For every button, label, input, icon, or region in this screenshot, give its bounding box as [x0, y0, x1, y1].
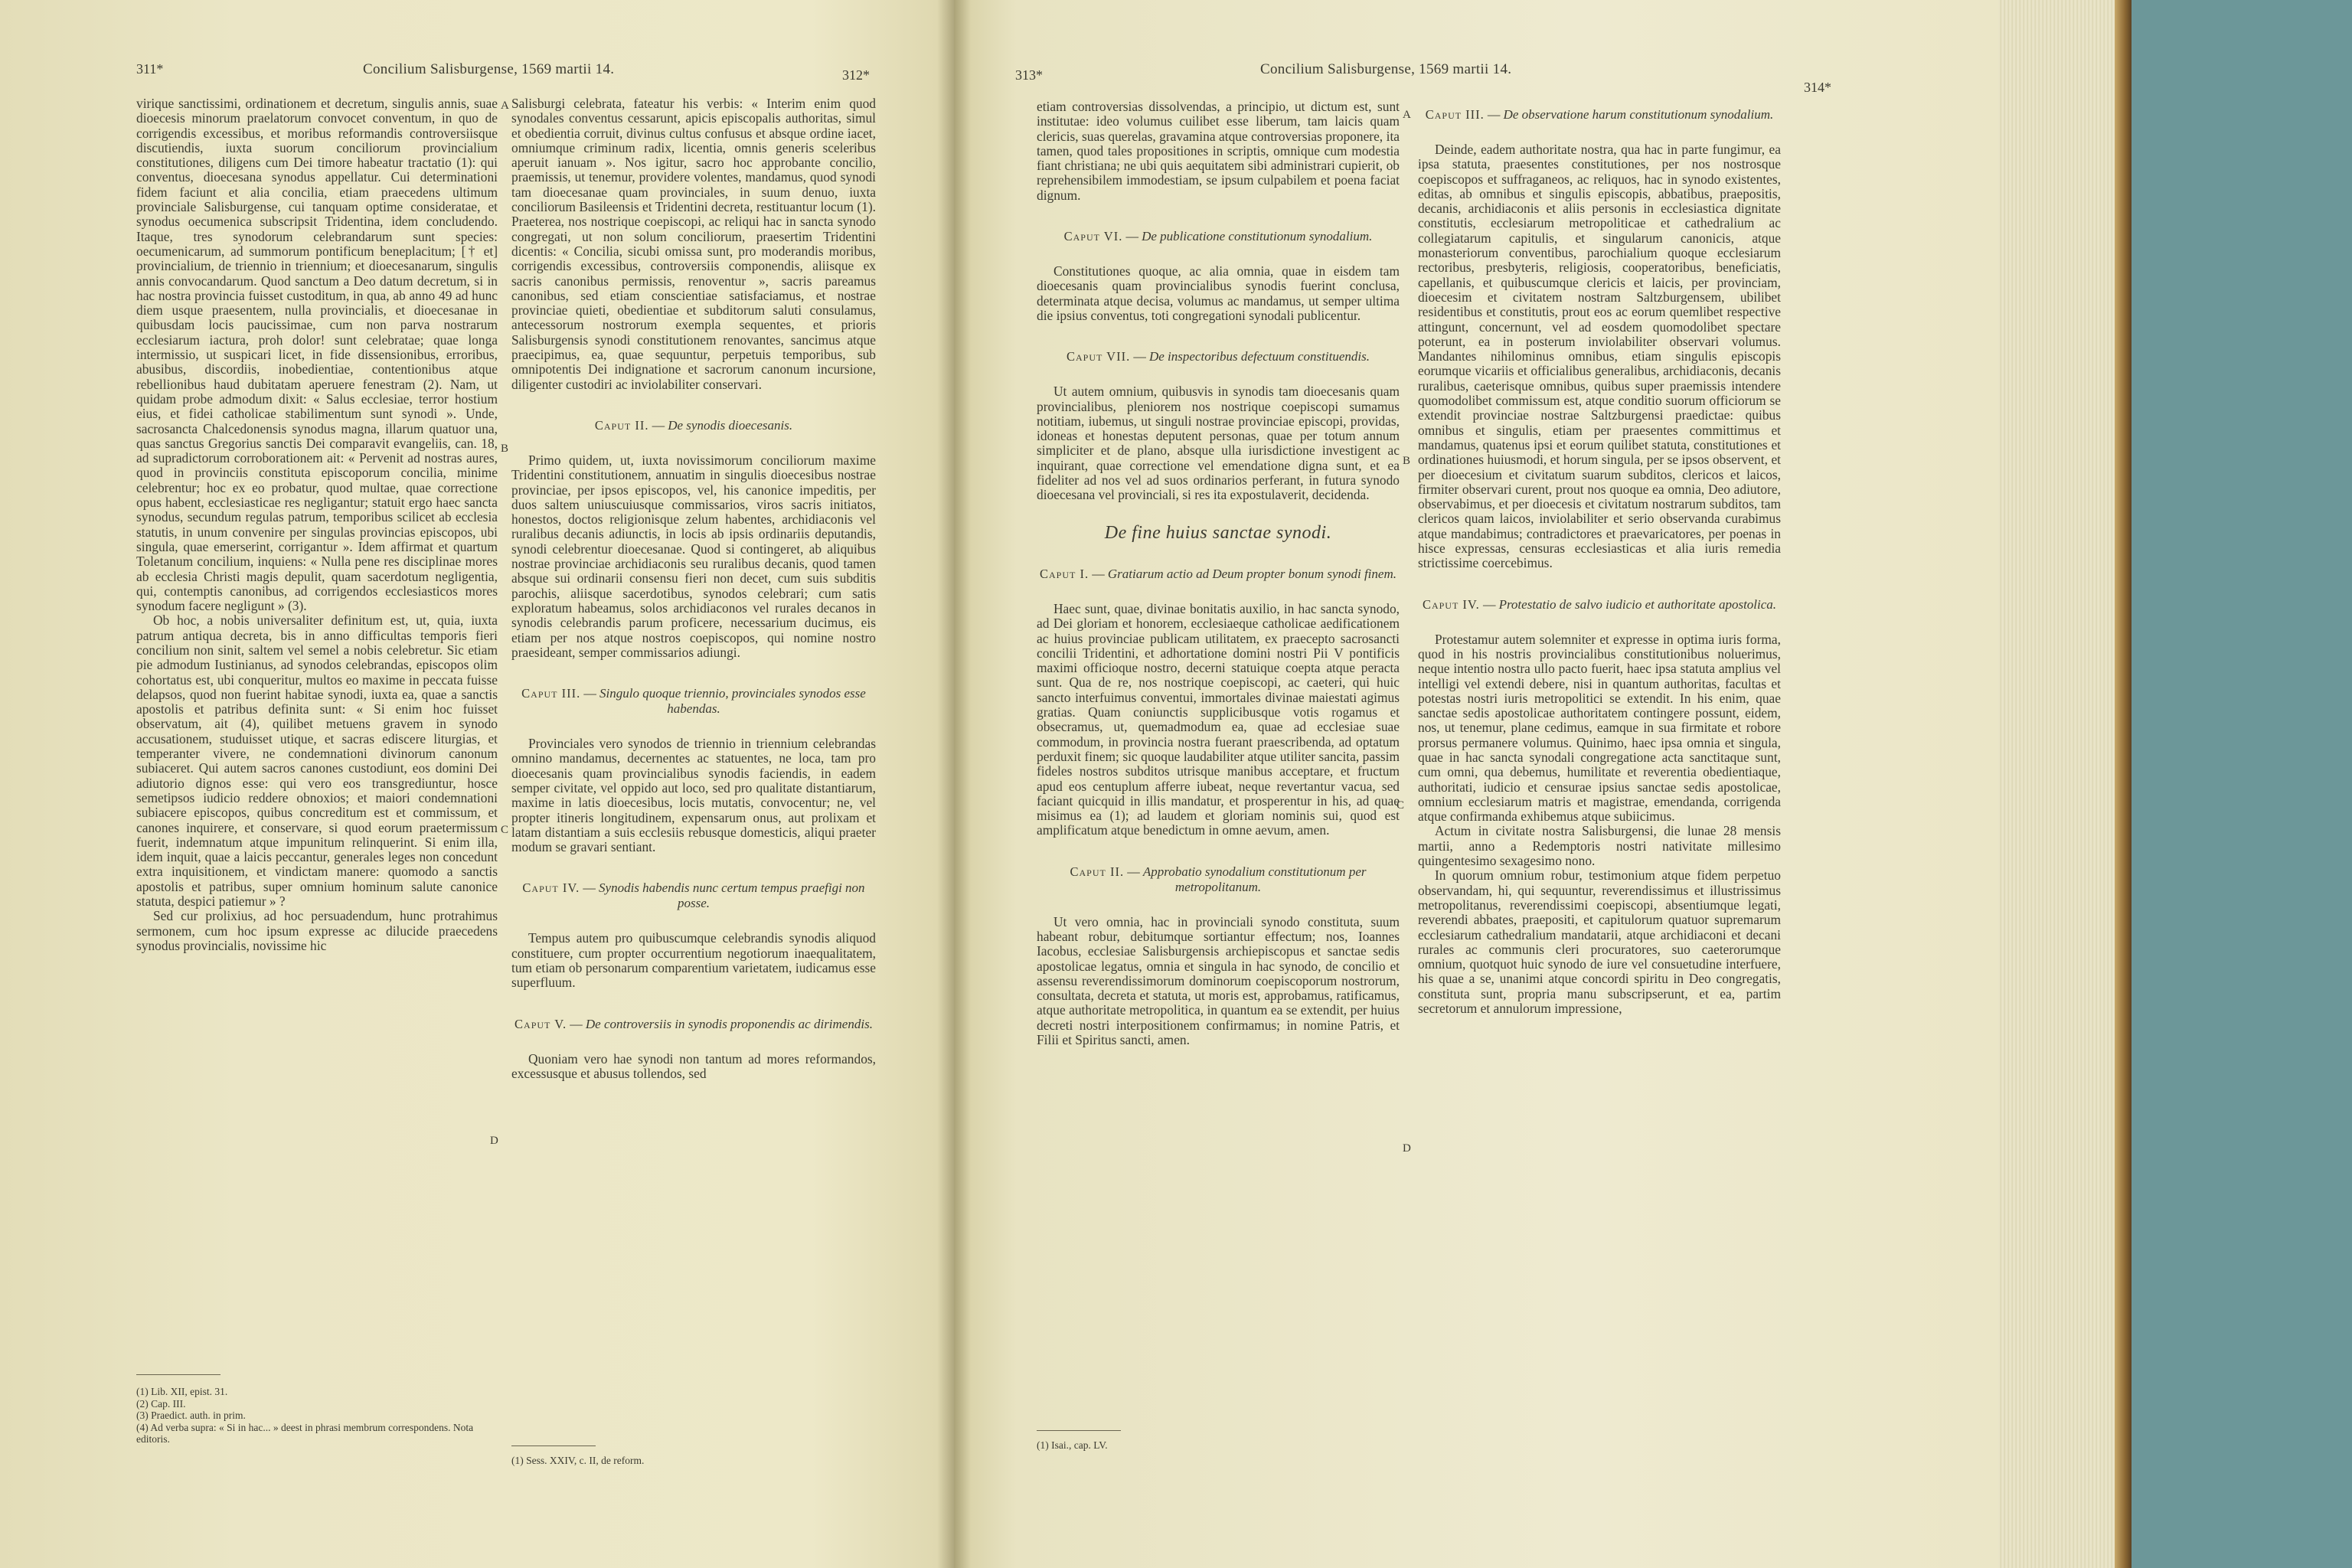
chapter-4-title: Synodis habendis nunc certum tempus praefigi non posse. — [599, 880, 865, 911]
left-page-column-2 — [511, 96, 876, 1081]
chapter-5-number: Caput V. — [514, 1016, 567, 1031]
chapter-ii-number: Caput II. — [1070, 864, 1125, 879]
chapter-5-title: De controversiis in synodis proponendis ac dirimendis. — [585, 1016, 873, 1031]
running-head-right: Concilium Salisburgense, 1569 martii 14. — [1260, 61, 1512, 77]
margin-mark-c: C — [501, 824, 509, 836]
chapter-3-heading: Caput III. — Singulo quoque triennio, provinciales synodos esse habendas. — [521, 686, 866, 717]
chapter-iii-number: Caput III. — [1425, 107, 1485, 122]
chapter-iii-text: Deinde, eadem authoritate nostra, qua hac in parte fungimur, ea ipsa statuta, praesentes constitutiones, per nos nostrosque coepiscopos et suffraganeos, ac reliquos, hac in synodo existentes, editas, ab omnibus et singulis episcopis, abbatibus, praepositis, decanis, archidiaconis et aliis personis in ecclesiastica dignitate constitutis, ecclesiarum metropoliticae et cathedralium ac collegiatarum capitulis, et singularum canonicis, atque monasteriorum conventibus, parochialium quoque ecclesiarum rectoribus, presbyteris, religiosis, cooperatoribus, beneficiatis, capellanis, et quibuscumque clericis et laicis, per provinciam, dioecesim et civitatem nostram Saltzburgensem, ubilibet residentibus et constitutis, prout eos ac eorum quemlibet respective attingunt, concernunt, vel ad eosdem quomodolibet spectare poterunt, ea in posterum inviolabiliter observari volumus. Mandantes nihilominus omnibus, etiam singulis episcopis eorumque vicariis et officialibus generalibus, archidiaconis, decanis ruralibus, caeterisque omnibus, quibus super praemissis intendere quomodolibet commissum est, atque conditio suorum officiorum se extendit provinciae nostrae Saltzburgensi praedictae: quibus omnibus et singulis, etiam per praesentes committimus et mandamus, quatenus ipsi et eorum quilibet statuta, constitutiones et ordinationes huiusmodi, et horum singula, per se ipsos observent, et per dioecesium et civitatum suarum subditos, clericos et laicos, firmiter observari curent, prout nos quoque ea omnia, Deo adiutore, observabimus, et per dioecesis et civitatum nostrarum subditos, tam clericos quam laicos, inviolabiliter et serio observanda curabimus atque mandabimus; contradictores et praevaricatores, per poenas in hisce expressas, censuras ecclesiasticas et alia iuris remedia strictissime coercebimus. — [1418, 142, 1781, 571]
section-title: De fine huius sanctae synodi. — [1104, 522, 1332, 543]
col3-paragraph-1: etiam controversias dissolvendas, a principio, ut dictum est, sunt institutae: ideo volumus cuilibet esse liberum, tam laicis quam clericis, suas querelas, gravamina atque controversias proponere, ita tamen, quod tales propositiones in scriptis, omnique cum modestia fiant christiana; ne ubi quis aequitatem sibi administrari cupierit, ob reprehensibilem immodestiam, se ipsum culpabilem et poena faciat dignum. — [1037, 99, 1400, 203]
footnote: (1) Lib. XII, epist. 31. — [136, 1386, 228, 1397]
footnote-rule-col1 — [136, 1374, 220, 1375]
chapter-3-text: Provinciales vero synodos de triennio in triennium celebrandas omnino mandamus, decernentes ac statuentes, ne loca, tam pro dioecesanis quam provincialibus synodis faciendis, in eadem semper civitate, vel oppido aut loco, sed pro qualitate distantiarum, maxime in latis dioecesibus, locis mutatis, convocentur; ne, vel propter itineris longitudinem, expensarum onus, aut prolixam et latam distantiam a suis ecclesiis rebusque domesticis, aliqui praeter modum se gravari sentiant. — [511, 736, 876, 855]
margin-mark-b: B — [1403, 455, 1411, 467]
chapter-i-title: Gratiarum actio ad Deum propter bonum synodi finem. — [1107, 566, 1396, 581]
col2-footnotes — [511, 1455, 876, 1467]
book-spine-edge — [2115, 0, 2132, 1568]
page-block-edge — [1998, 0, 2128, 1568]
chapter-6-text: Constitutiones quoque, ac alia omnia, quae in eisdem tam dioecesanis quam provincialibus synodis fuerint conclusa, determinata atque decisa, volumus ac mandamus, ut semper ultima die ipsius conventus, toti congregationi synodali publicentur. — [1037, 263, 1400, 323]
page-number-311: 311* — [136, 61, 164, 77]
col1-paragraph-3: Sed cur prolixius, ad hoc persuadendum, hunc protrahimus sermonem, cum hoc ipsum expresse ac dilucide praecedens synodus provincialis, novissime hic — [136, 908, 498, 953]
chapter-5-heading: Caput V. — De controversiis in synodis proponendis ac dirimendis. — [514, 1016, 873, 1031]
chapter-ii-text: Ut vero omnia, hac in provinciali synodo constituta, suum habeant robur, debitumque sortiantur effectum; nos, Ioannes Iacobus, ecclesiae Salisburgensis archiepiscopus et sanctae sedis apostolicae legatus, omnia et singula in hac synodo, de concilio et assensu reverendissimorum dominorum coepiscoporum nostrorum, consultata, decreta et statuta, ut moris est, approbamus, ratificamus, atque authoritate metropolitica, in quantum ea se extendit, per huius decreti nostri interpositionem confirmamus; in nomine Patris, et Filii et Spiritus sancti, amen. — [1037, 913, 1400, 1048]
margin-mark-a: A — [501, 100, 509, 112]
footnote: (2) Cap. III. — [136, 1397, 186, 1410]
page-number-314: 314* — [1804, 80, 1831, 95]
left-page — [0, 0, 954, 1568]
chapter-iv-heading: Caput IV. — Protestatio de salvo iudicio et authoritate apostolica. — [1422, 596, 1777, 612]
chapter-3-number: Caput III. — [521, 686, 581, 701]
running-head-left: Concilium Salisburgense, 1569 martii 14. — [363, 61, 615, 77]
footnote: (1) Isai., cap. LV. — [1037, 1439, 1108, 1451]
chapter-6-heading: Caput VI. — De publicatione constitutionum synodalium. — [1063, 229, 1373, 244]
margin-mark-d: D — [490, 1135, 498, 1147]
background-right — [2128, 0, 2352, 1568]
chapter-i-heading: Caput I. — Gratiarum actio ad Deum propter bonum synodi finem. — [1040, 566, 1396, 581]
col2-paragraph-1: Salisburgi celebrata, fateatur his verbis: « Interim enim quod synodales conventus cessarunt, apicis episcopalis authoritas, simul et obedientia corruit, divinus cultus confusus et absque ordine iacet, omniumque criminum radix, licentia, omnis generis sceleribus aperuit ianuam ». Nos igitur, sacro hoc approbante concilio, praemissis, ut tenemur, providere volentes, mandamus, quod synodi tam dioecesanae quam provinciales, in suum denuo, iuxta conciliorum Basileensis et Tridentini decreta, restituantur locum (1). Praeterea, nos nostrique coepiscopi, ac reliqui hac in sancta synodo congregati, ut non solum conciliorum, praesertim Tridentini dicentis: « Concilia, sicubi omissa sunt, pro moderandis moribus, corrigendis excessibus, controversiis componendis, aliisque ex sacris canonibus permissis, renoventur », sacris pareamus canonibus, sed etiam conscientiae satisfaciamus, et nostrae provinciae quieti, obedientiae et subditorum saluti consulamus, antecessorum nostrorum exempla sequentes, et prioris Salisburgensis synodi constitutionem renovantes, sancimus atque praecipimus, ea, quae sequuntur, perpetuis temporibus, sub omnipotentis Dei indignatione et sacrorum canonum incursione, diligenter custodiri ac inviolabiliter conservari. — [511, 96, 876, 392]
margin-mark-d: D — [1403, 1142, 1411, 1155]
chapter-2-number: Caput II. — [594, 417, 649, 433]
chapter-7-heading: Caput VII. — De inspectoribus defectuum constituendis. — [1067, 349, 1370, 364]
chapter-7-title: De inspectoribus defectuum constituendis. — [1148, 349, 1370, 364]
chapter-7-number: Caput VII. — [1067, 349, 1131, 364]
chapter-ii-title: Approbatio synodalium constitutionum per metropolitanum. — [1142, 864, 1367, 894]
col3-footnotes — [1037, 1439, 1400, 1452]
chapter-6-number: Caput VI. — [1063, 229, 1123, 244]
page-number-313: 313* — [1015, 67, 1043, 83]
chapter-iv-number: Caput IV. — [1422, 596, 1480, 612]
chapter-iv-text: Protestamur autem solemniter et expresse in optima iuris forma, quod in his nostris provincialibus constitutionibus noluerimus, neque intentio nostra ullo pacto fuerit, haec ipsa statuta amplius vel intelligi vel extendi debere, nisi in quantum authoritas, facultas et potestas nostri iuris metropolitici se extendit. In his enim, quae sanctae sedis apostolicae authoritatem contingere possunt, eidem, nos, ut tenemur, plane cedimus, eamque in sua firmitate et robore prorsus permanere volumus. Quinimo, haec ipsa omnia et singula, quae in hac sancta synodali congregatione acta sanctitaque sunt, cum omni, qua debemus, humilitate et reverentia obedientiaque, authoritati, iudicio et censurae ipsius sanctae sedis apostolicae, omnium ecclesiarum matris et magistrae, emendanda, corrigenda atque confirmanda exhibemus atque subiicimus. — [1418, 631, 1781, 825]
chapter-iv-text-2: Actum in civitate nostra Salisburgensi, die lunae 28 mensis martii, anno a Redemptoris nostri nativitate millesimo quingentesimo sexagesimo nono. — [1418, 823, 1781, 869]
chapter-iii-heading: Caput III. — De observatione harum constitutionum synodalium. — [1425, 107, 1774, 122]
chapter-4-number: Caput IV. — [522, 880, 580, 896]
chapter-iv-text-3: In quorum omnium robur, testimonium atque fidem perpetuo observandam, hi, qui sequuntur, reverendissimus et illustrissimus metropolitanus, reverendissimi coepiscopi, absentiumque legati, reverendi abbates, praepositi, et capitulorum quatuor supremarum ecclesiarum cathedralium mandatarii, atque archidiaconi et decani rurales ac communis cleri procuratores, suo caeterorumque omnium, quotquot huic synodo de iure vel consuetudine interfuere, his quae a se, unanimi atque concordi spiritu in Deo congregatis, constituta sunt, propria manu subscripserunt, et ea, partim secretorum et annulorum impressione, — [1418, 867, 1781, 1017]
footnote-rule-col3 — [1037, 1430, 1121, 1431]
chapter-4-heading: Caput IV. — Synodis habendis nunc certum tempus praefigi non posse. — [522, 880, 865, 911]
chapter-2-title: De synodis dioecesanis. — [668, 417, 793, 433]
book-gutter — [937, 0, 971, 1568]
col1-paragraph-1: virique sanctissimi, ordinationem et decretum, singulis annis, suae dioecesis minorum praelatorum convocet conventum, in quo de corrigendis excessibus, et moribus reformandis controversiisque discutiendis, iuxta suorum conciliorum provincialium constitutiones, diligens cum Dei timore habeatur tractatio (1): qui conventus, dioecesana synodus appellatur. Cui determinationi fidem faciunt et alia concilia, etiam praecedens ultimum provinciale Salisburgense, cui tanquam optime consideratae, et synodus oecumenica subscripsit Tridentina, idem concludendo. Itaque, tres synodorum celebrandarum sunt species: oecumenicarum, ad summorum pontificum beneplacitum; [† et] provincialium, de triennio in triennium; et dioecesanarum, singulis annis convocandarum. Quod sanctum a Deo datum decretum, si in hac nostra provincia fuisset custoditum, in qua, ab anno 49 ad hunc diem usque praesentem, nulla provincialis, et dioecesanae in quibusdam locis paucissimae, cum non parva nostrarum ecclesiarum iactura, proh dolor! sunt celebratae; quae longa intermissio, ut suspicari licet, in fide dissensionibus, erroribus, abusibus, discordiis, inobedientiae, contentionibus atque rebellionibus haud dubitatam aperuere fenestram (2). Nam, ut quidam probe admodum dixit: « Salus ecclesiae, terror hostium eius, et fidei catholicae stabilimentum sunt synodi ». Unde, sacrosancta Chalcedonensis synodus magna, illarum quatuor una, quas sanctus Gregorius sanctis Dei comparavit evangeliis, can. 18, ad supradictorum corroborationem ait: « Pervenit ad nostras aures, quod in provinciis constituta episcoporum concilia, minime celebrentur; hoc ex eo probatur, quod multae, quae correctione opus habent, ecclesiasticae res negligantur; statuit ergo haec sancta synodus, secundum regulas patrum, temporibus scilicet ab ecclesia statutis, in unum convenire per singulas provincias episcopos, ubi singula, quae emerserint, corrigantur ». Idem affirmat et quartum Toletanum concilium, inquiens: « Nulla pene res disciplinae mores ab ecclesia Christi magis depulit, quam sacerdotum negligentia, qui, contemptis canonibus, ad corrigendos ecclesiasticos mores synodum facere negligunt » (3). — [136, 96, 498, 614]
footnote: (3) Praedict. auth. in prim. — [136, 1410, 246, 1421]
footnote: (4) Ad verba supra: « Si in hac... » deest in phrasi membrum correspondens. Nota editoris. — [136, 1421, 474, 1445]
chapter-3-title: Singulo quoque triennio, provinciales synodos esse habendas. — [599, 686, 866, 717]
left-page-column-1 — [136, 96, 498, 953]
chapter-7-text: Ut autem omnium, quibusvis in synodis tam dioecesanis quam provincialibus, pleniorem nos nostrique coepiscopi sumamus notitiam, iubemus, ut singuli nostrae provinciae episcopi, providas, idoneas et honestas deputent personas, quae per totum annum simpliciter et de plano, absque ulla iurisdictione investigent ac inquirant, quae correctione vel emendatione digna sunt, et ea fideliter ad nos vel ad suos ordinarios perferant, in futura synodo dioecesana vel provinciali, si res ita expostulaverit, decidenda. — [1037, 384, 1400, 503]
chapter-iii-title: De observatione harum constitutionum synodalium. — [1503, 107, 1774, 122]
right-page-column-2 — [1418, 107, 1781, 1016]
right-page-column-1 — [1037, 100, 1400, 1047]
footnote: (1) Sess. XXIV, c. II, de reform. — [511, 1455, 645, 1466]
chapter-2-text: Primo quidem, ut, iuxta novissimorum conciliorum maxime Tridentini constitutionem, annuatim in singulis dioecesibus nostrae provinciae, per ipsos episcopos, vel, his canonice impeditis, per duos saltem uniuscuiusque commissarios, viros sacris initiatos, honestos, doctos religionisque zelum habentes, archidiaconis vel ruralibus decanis adiunctis, in locis ab ipsis ordinariis deputandis, synodi celebrentur dioecesanae. Quod si contingeret, ab aliquibus nostrae provinciae archidiaconis seu ruralibus decanis, quod tamen absque sui ordinarii consensu fieri non decet, cum suis subditis parochis, aliisque sacerdotibus, synodos celebrari; cum satis exploratum habeamus, solos archidiaconos vel rurales decanos in synodis celebrandis parum proficere, necessarium ducimus, eis etiam per nos atque nostros coepiscopos, qui nomine nostro praesideant, semper commissarios adiungi. — [511, 452, 876, 660]
chapter-iv-title: Protestatio de salvo iudicio et authoritate apostolica. — [1498, 596, 1777, 612]
chapter-i-text: Haec sunt, quae, divinae bonitatis auxilio, in hac sancta synodo, ad Dei gloriam et honorem, ecclesiaeque catholicae aedificationem ac huius provinciae publicam utilitatem, ex praecepto sacrosancti concilii Tridentini, et adhortatione domini nostri Pii V pontificis maximi officioque nostro, decerni statuique coepta atque peracta sunt. Qua de re, nos nostrique coepiscopi, ac caeteri, qui huic sancto interfuimus conventui, immortales divinae maiestati agimus gratias. Quam coniunctis supplicibusque votis rogamus et obsecramus, ut, quemadmodum ea, quae ad ecclesiae suae commodum, in provincia nostra fuerant praescribenda, ad optatum perduxit finem; sic quoque laudabiliter atque utiliter sancita, passim fideles nostros subditos utrisque manibus acceptare, et fructum apud eos centuplum afferre iubeat, neque revertantur vacua, sed faciant quicquid in illis mandatur, et prosperentur in his, ad quae misimus ea (1); ad laudem et gloriam nominis sui, quod est amplificatum atque benedictum in omne aevum, amen. — [1037, 600, 1400, 838]
right-page — [954, 0, 1998, 1568]
margin-mark-c: C — [1396, 799, 1405, 812]
chapter-6-title: De publicatione constitutionum synodalium. — [1142, 229, 1373, 244]
margin-mark-b: B — [501, 443, 509, 455]
chapter-5-text: Quoniam vero hae synodi non tantum ad mores reformandos, excessusque et abusus tollendos, sed — [511, 1050, 876, 1081]
col1-paragraph-2: Ob hoc, a nobis universaliter definitum est, ut, quia, iuxta patrum antiqua decreta, bis in anno difficultas temporis fieri concilium non sinit, saltem vel semel a nobis celebretur. Sic etiam pie admodum Iustinianus, ad synodos celebrandas, episcopos olim cohortatus est, ubi conqueritur, multos eo maxime in peccata fuisse delapsos, quod non fuerint habitae synodi, iuxta ea, quae a sanctis apostolis et patribus definita sunt: « Si enim hoc fuisset observatum, ait (4), quilibet metuens gravem in synodo accusationem, studuisset utique, et sacras ediscere liturgias, et temperanter vivere, ne condemnationi divinorum canonum subiaceret. Qui autem sacros canones custodiunt, eos domini Dei adiutorio dignos esse: qui vero eos transgrediuntur, hosce semetipsos iudicio reddere obnoxios; et maiori condemnationi subiacere episcopos, quibus concreditum est et commissum, et canones inquirere, et conservare, si quod eorum praetermissum fuerit, indemnatum atque impunitum relinquerint. Si enim illa, idem inquit, quae a laicis peccantur, generales leges non concedunt extra inquisitionem, et vindictam manere: quomodo a sanctis apostolis et patribus, super omnium hominum salute canonice statuta, despici patiemur » ? — [136, 612, 498, 910]
chapter-i-number: Caput I. — [1040, 566, 1089, 581]
chapter-2-heading: Caput II. — De synodis dioecesanis. — [594, 417, 793, 433]
col1-footnotes — [136, 1386, 498, 1446]
page-number-312: 312* — [842, 67, 870, 83]
chapter-ii-heading: Caput II. — Approbatio synodalium constitutionum per metropolitanum. — [1070, 864, 1367, 894]
margin-mark-a: A — [1403, 109, 1411, 121]
chapter-4-text: Tempus autem pro quibuscumque celebrandis synodis aliquod constituere, cum propter occurrentium negotiorum inaequalitatem, tum etiam ob personarum comparentium varietatem, iudicamus esse superfluum. — [511, 930, 876, 991]
